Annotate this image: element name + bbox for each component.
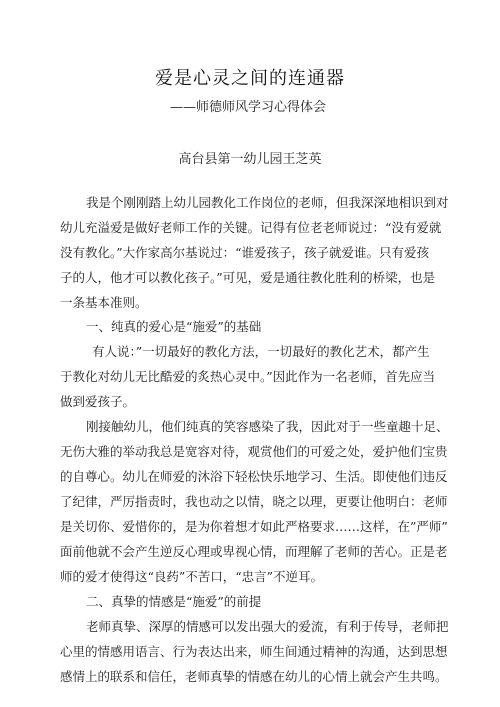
text-line: 刚接触幼儿，他们纯真的笑容感染了我，因此对于一些童趣十足、 — [86, 419, 449, 434]
section-heading: 二、真挚的情感是“施爱”的前提 — [86, 594, 262, 609]
text-line: 师的爱才使得这“良药”不苦口，“忠言”不逆耳。 — [60, 569, 324, 584]
text-line: 有人说：”一切最好的教化方法，一切最好的教化艺术，都产生 — [92, 344, 430, 359]
text-line: 老师真挚、深厚的情感可以发出强大的爱流，有利于传导，老师把 — [86, 619, 449, 634]
text-line: 没有教化。”大作家高尔基说过：“谁爱孩子，孩子就爱谁。只有爱孩 — [60, 245, 430, 260]
document-subtitle: ——师德师风学习心得体会 — [170, 100, 327, 115]
text-line: 是关切你、爱惜你的，是为你着想才如此严格要求……这样，在”严师” — [60, 519, 448, 534]
author-line: 高台县第一幼儿园王芝英 — [178, 152, 322, 167]
text-line: 的自尊心。幼儿在师爱的沐浴下轻松快乐地学习、生活。即使他们违反 — [60, 469, 448, 484]
text-line: 子的人，他才可以教化孩子。”可见，爱是通往教化胜利的桥梁，也是 — [60, 270, 436, 285]
text-line: 于教化对幼儿无比酷爱的炙热心灵中。”因此作为一名老师，首先应当 — [60, 369, 436, 384]
text-line: 我是个刚刚踏上幼儿园教化工作岗位的老师，但我深深地相识到对 — [86, 195, 449, 210]
text-line: 面前他就不会产生逆反心理或卑视心情，而理解了老师的苦心。正是老 — [60, 544, 448, 559]
text-line: 一条基本准则。 — [60, 295, 148, 310]
text-line: 做到爱孩子。 — [60, 394, 136, 409]
text-line: 了纪律，严厉指责时，我也动之以情，晓之以理，更要让他明白：老师 — [60, 494, 448, 509]
section-heading: 一、纯真的爱心是“施爱”的基础 — [86, 319, 262, 334]
text-line: 无伤大雅的举动我总是宽容对待，观赏他们的可爱之处，爱护他们宝贵 — [60, 444, 448, 459]
text-line: 心里的情感用语言、行为表达出来，师生间通过精神的沟通，达到思想 — [60, 644, 448, 659]
text-line: 感情上的联系和信任，老师真挚的情感在幼儿的心情上就会产生共鸣。 — [60, 669, 448, 684]
text-line: 幼儿充溢爱是做好老师工作的关键。记得有位老老师说过：“没有爱就 — [60, 220, 442, 235]
document-title: 爱是心灵之间的连通器 — [155, 68, 345, 89]
